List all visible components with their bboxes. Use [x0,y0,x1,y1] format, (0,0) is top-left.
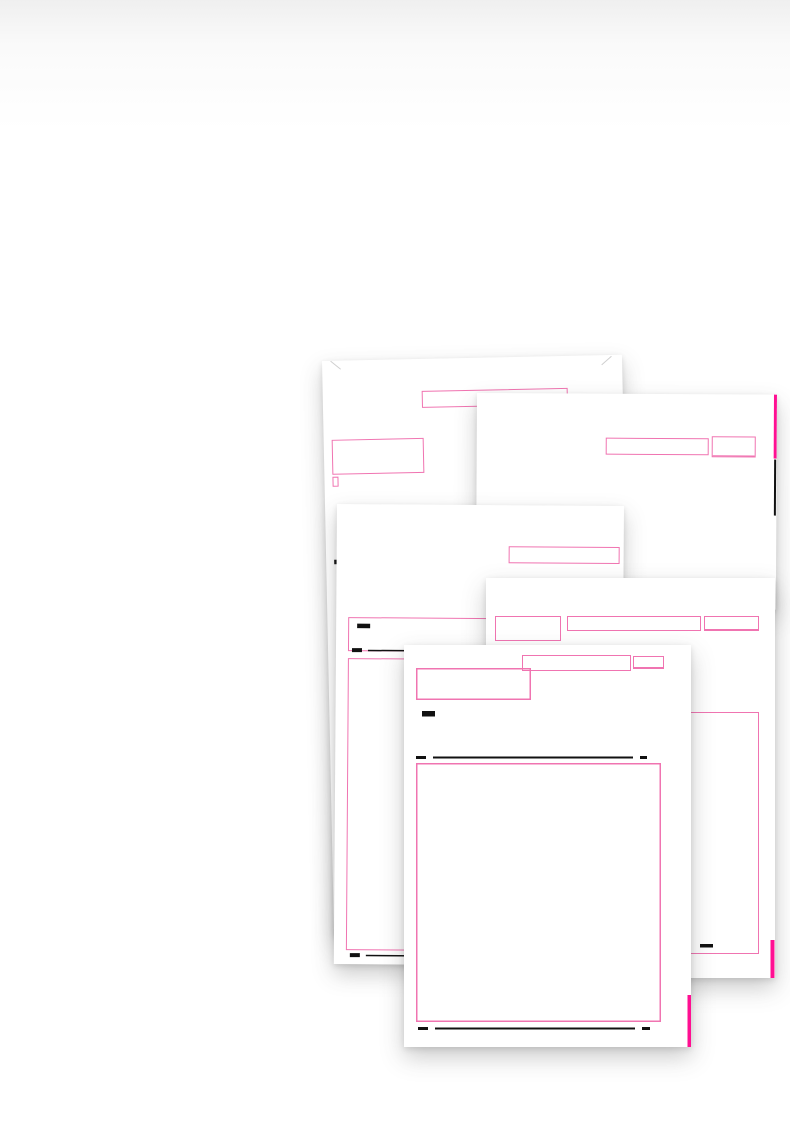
subject-header [705,617,758,630]
sheet-front-answer-card [404,645,691,1047]
admission-number-grid [509,546,621,566]
name-field [416,668,531,700]
filled-mark-sample [422,711,435,717]
name-fields [331,391,421,393]
subject-header [634,657,663,668]
sheet-title-line2 [337,525,624,527]
corner-cut-mark [601,356,611,365]
sheet-title [502,404,732,405]
subject-code-box [704,616,759,631]
fill-instructions [416,705,531,727]
admission-number-grid [606,438,711,458]
write-in-row [606,456,711,457]
instruction-line [353,621,506,622]
name-fields [489,437,601,438]
grid-header [606,438,709,456]
subject-header [713,437,755,456]
divider-line [416,756,647,759]
magenta-edge-strip [688,995,692,1047]
grid-header [522,655,631,671]
admission-number-grid [567,616,702,633]
sheet-title [322,367,622,373]
grid-header [509,546,620,564]
grid-header [567,616,701,631]
admission-number-grid [522,655,632,673]
name-fields [349,545,502,546]
subject-code-box [633,656,664,669]
instructions-text [338,474,478,487]
subject-box [712,436,756,457]
black-edge-line [774,460,776,516]
filled-mark-sample [357,624,370,629]
divider-line [418,1027,650,1030]
timing-mark [700,944,713,948]
fill-instructions [332,474,478,487]
name-field [495,616,561,641]
write-in-row [509,564,621,565]
corner-cut-mark [330,361,341,370]
digit-bubbles [509,565,621,566]
magenta-edge-strip [771,940,775,978]
magenta-edge-strip [774,395,777,459]
digit-bubbles [606,457,711,458]
blank-field-box [332,438,425,475]
fill-examples [353,624,506,630]
answer-area [416,763,661,1022]
